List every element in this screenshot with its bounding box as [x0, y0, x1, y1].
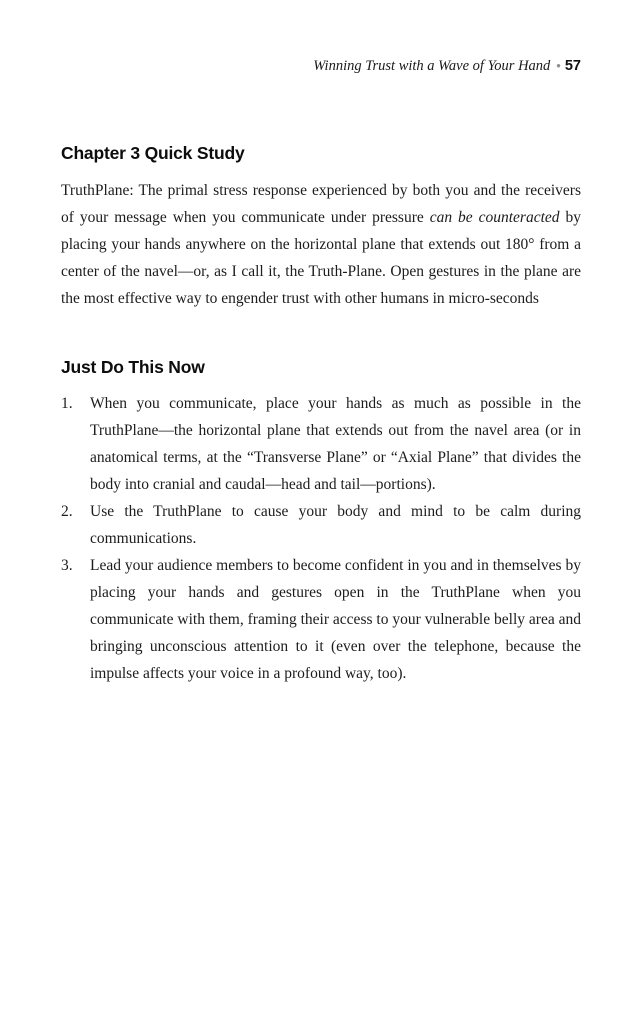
section-heading-quick-study: Chapter 3 Quick Study [61, 143, 245, 163]
list-item-number: 3. [61, 557, 73, 574]
quick-study-paragraph [61, 177, 581, 312]
page-number: 57 [564, 58, 581, 74]
list-item-text: Use the TruthPlane to cause your body and mind to be calm during communications. [90, 503, 581, 547]
list-item-text: When you communicate, place your hands as much as possible in the TruthPlane—the horizontal plane that extends out from the navel area (or in anatomical terms, at the “Transverse Plane” or “Axial Plane” that divides the body into cranial and caudal—head and tail—portions). [90, 395, 581, 493]
page-content [61, 0, 581, 687]
section-heading-just-do-this-now: Just Do This Now [61, 357, 205, 377]
running-header [61, 57, 581, 75]
paragraph-text-italic: can be counteracted [429, 209, 560, 226]
running-header-title: Winning Trust with a Wave of Your Hand [313, 58, 551, 74]
paragraph-text-part2: by placing your hands anywhere on the horizontal plane that extends out 180° from a center of the navel—or, as I call it, the Truth-Plane. Open gestures in the plane are the most effective way to engender trust with other humans in micro-seconds [61, 209, 581, 307]
list-item [61, 552, 581, 687]
list-item-number: 2. [61, 503, 73, 520]
numbered-list [61, 390, 581, 687]
list-item [61, 390, 581, 498]
list-item-text: Lead your audience members to become confident in you and in themselves by placing your hands and gestures open in the TruthPlane when you communicate with them, framing their access to your vulnerable belly area and bringing unconscious attention to it (even over the telephone, because the impulse affects your voice in a profound way, too). [90, 557, 581, 682]
list-item [61, 498, 581, 552]
list-item-number: 1. [61, 395, 73, 412]
paragraph-text-part1: TruthPlane: The primal stress response experienced by both you and the receivers of your message when you communicate under pressure [61, 182, 581, 226]
bullet-separator-icon: • [556, 58, 561, 73]
